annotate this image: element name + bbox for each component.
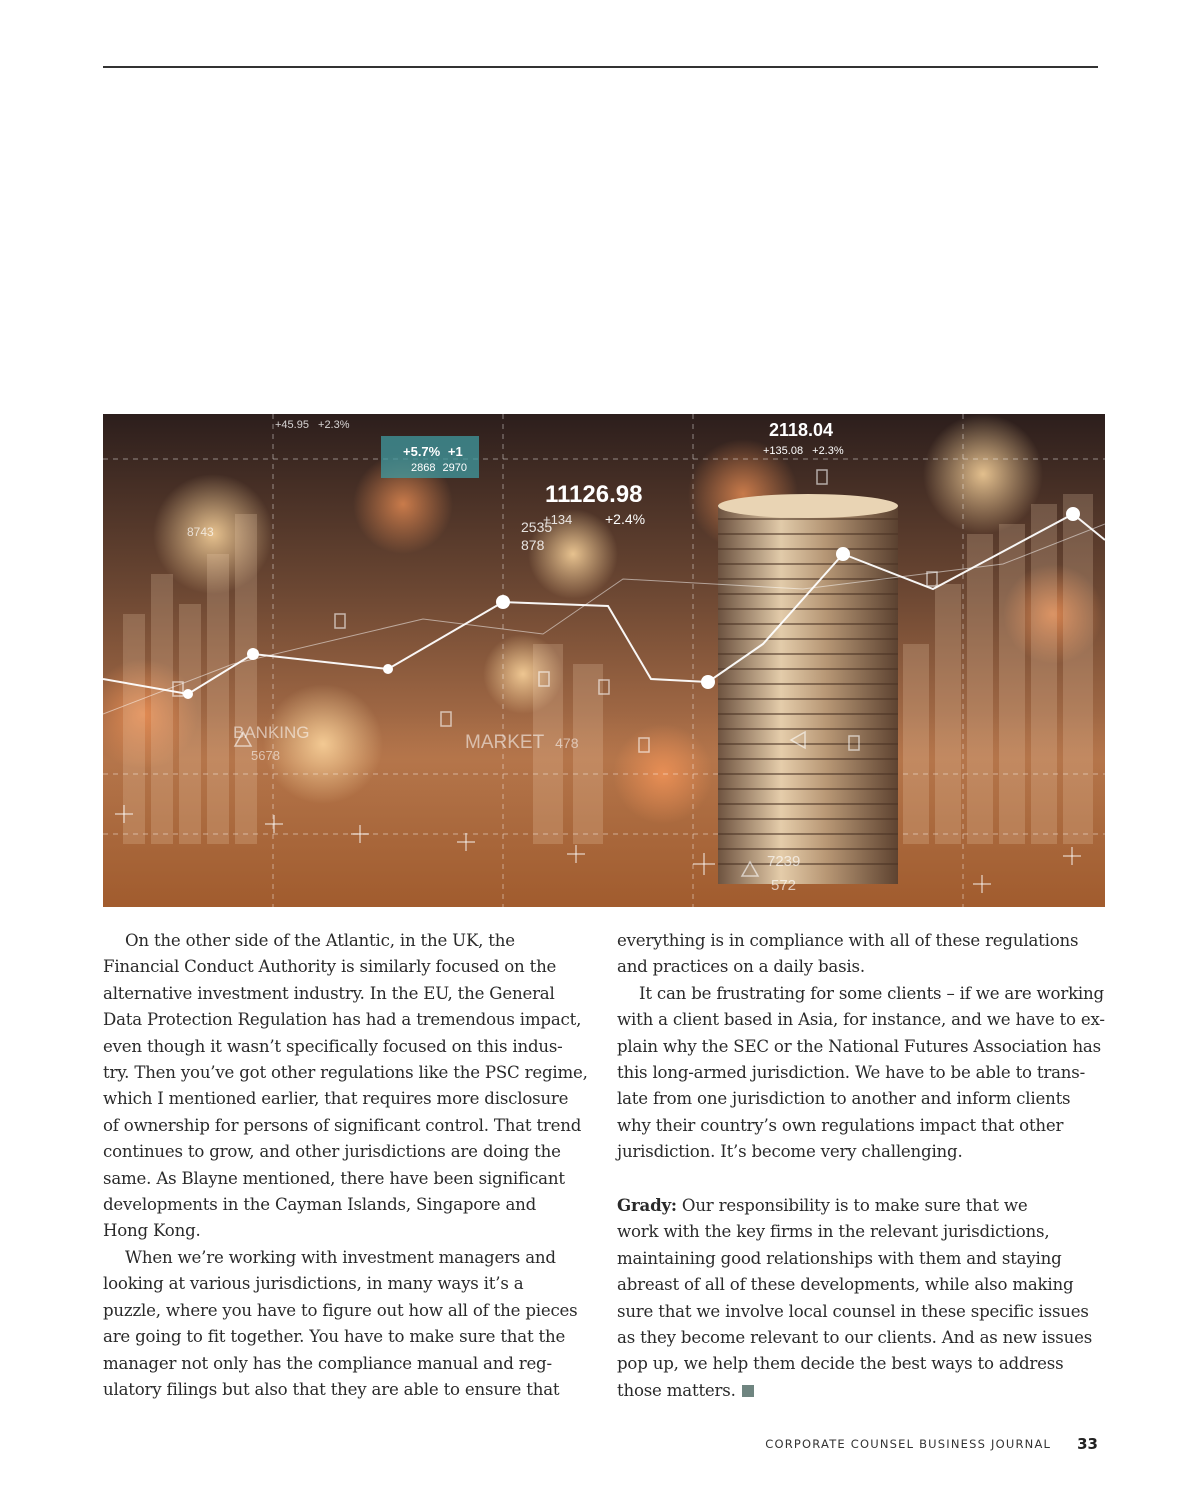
- photo-main-index: 11126.98: [545, 481, 643, 508]
- end-of-article-mark: [742, 1385, 754, 1397]
- photo-main-left-a: 2535: [521, 519, 553, 535]
- photo-ticker-top-b: +2.3%: [318, 419, 350, 431]
- page-footer: [765, 1432, 1098, 1456]
- photo-bottom-right-a: 7239: [767, 853, 801, 870]
- speaker-text: Our responsibility is to make sure that we work with the key firms in the relevant jurisdictions, maintaining good relationships with them and staying abreast of all of these developments, while also making sure that we involve local counsel in these specific issues as they become relevant to our clients. And as new issues pop up, we help them decide the best ways to address those matters.: [617, 1196, 1093, 1400]
- photo-main-left-b: 878: [521, 537, 545, 553]
- photo-market-value: 478: [555, 735, 579, 751]
- article-left-column: [103, 928, 591, 1403]
- speaker-name: Grady:: [617, 1195, 677, 1216]
- photo-ticker-box-c: 2868: [411, 462, 436, 474]
- photo-left-small-a: 8743: [187, 525, 214, 539]
- svg-text:+5.7% +1: [403, 444, 463, 459]
- photo-banking-label: BANKING: [233, 723, 310, 742]
- photo-main-change: +2.4%: [605, 511, 646, 527]
- photo-bottom-right-b: 572: [771, 877, 797, 894]
- top-rule: [103, 66, 1098, 68]
- article-quote-paragraph: [617, 1192, 1105, 1404]
- photo-top-right-change-a: +135.08: [763, 445, 804, 457]
- svg-text:MARKET 478: [465, 732, 579, 753]
- photo-ticker-box-d: 2970: [442, 462, 468, 474]
- photo-banking-value: 5678: [251, 748, 280, 763]
- article-paragraph-continuation: everything is in compliance with all of these regulations and practices on a daily basis.: [617, 931, 1079, 977]
- page-number: 33: [1077, 1435, 1098, 1453]
- photo-ticker-box-a: +5.7%: [403, 444, 441, 459]
- svg-text:+135.08 +2.3%: [763, 445, 844, 457]
- article-paragraph: It can be frustrating for some clients – if we are working with a client based in Asia, for instance, and we have to ex- plain why the SEC or the National Futures Association has this long-armed jurisdiction. We have to be able to trans- late from one jurisdiction to another and inform clients why their country’s own regulations impact that other jurisdiction. It’s become very challenging.: [617, 983, 1105, 1162]
- stacked-coins-market-chart-image: [103, 414, 1105, 907]
- photo-top-right-change-b: +2.3%: [812, 445, 844, 457]
- photo-top-right-index: 2118.04: [769, 420, 834, 440]
- photo-market-label: MARKET: [465, 732, 544, 753]
- article-paragraph: On the other side of the Atlantic, in the UK, the Financial Conduct Authority is similarly focused on the alternative investment industry. In the EU, the General Data Protection Regulation has had a tremendous impact, even though it wasn’t specifically focused on this indus- try. Then you’ve got other regulations like the PSC regime, which I mentioned earlier, that requires more disclosure of ownership for persons of significant control. That trend continues to grow, and other jurisdictions are doing the same. As Blayne mentioned, there have been significant developments in the Cayman Islands, Singapore and Hong Kong.: [103, 931, 588, 1241]
- photo-ticker-top-a: +45.95: [275, 419, 309, 431]
- photo-ticker-box-b: +1: [447, 444, 463, 459]
- article-right-column: [617, 928, 1105, 1404]
- article-paragraph: When we’re working with investment managers and looking at various jurisdictions, in many ways it’s a puzzle, where you have to figure out how all of the pieces are going to fit together. You have to make sure that the manager not only has the compliance manual and reg- ulatory filings but also that they are able to ensure that: [103, 1247, 578, 1399]
- journal-name: CORPORATE COUNSEL BUSINESS JOURNAL: [765, 1437, 1052, 1451]
- photo-main-mid: +134: [543, 512, 573, 527]
